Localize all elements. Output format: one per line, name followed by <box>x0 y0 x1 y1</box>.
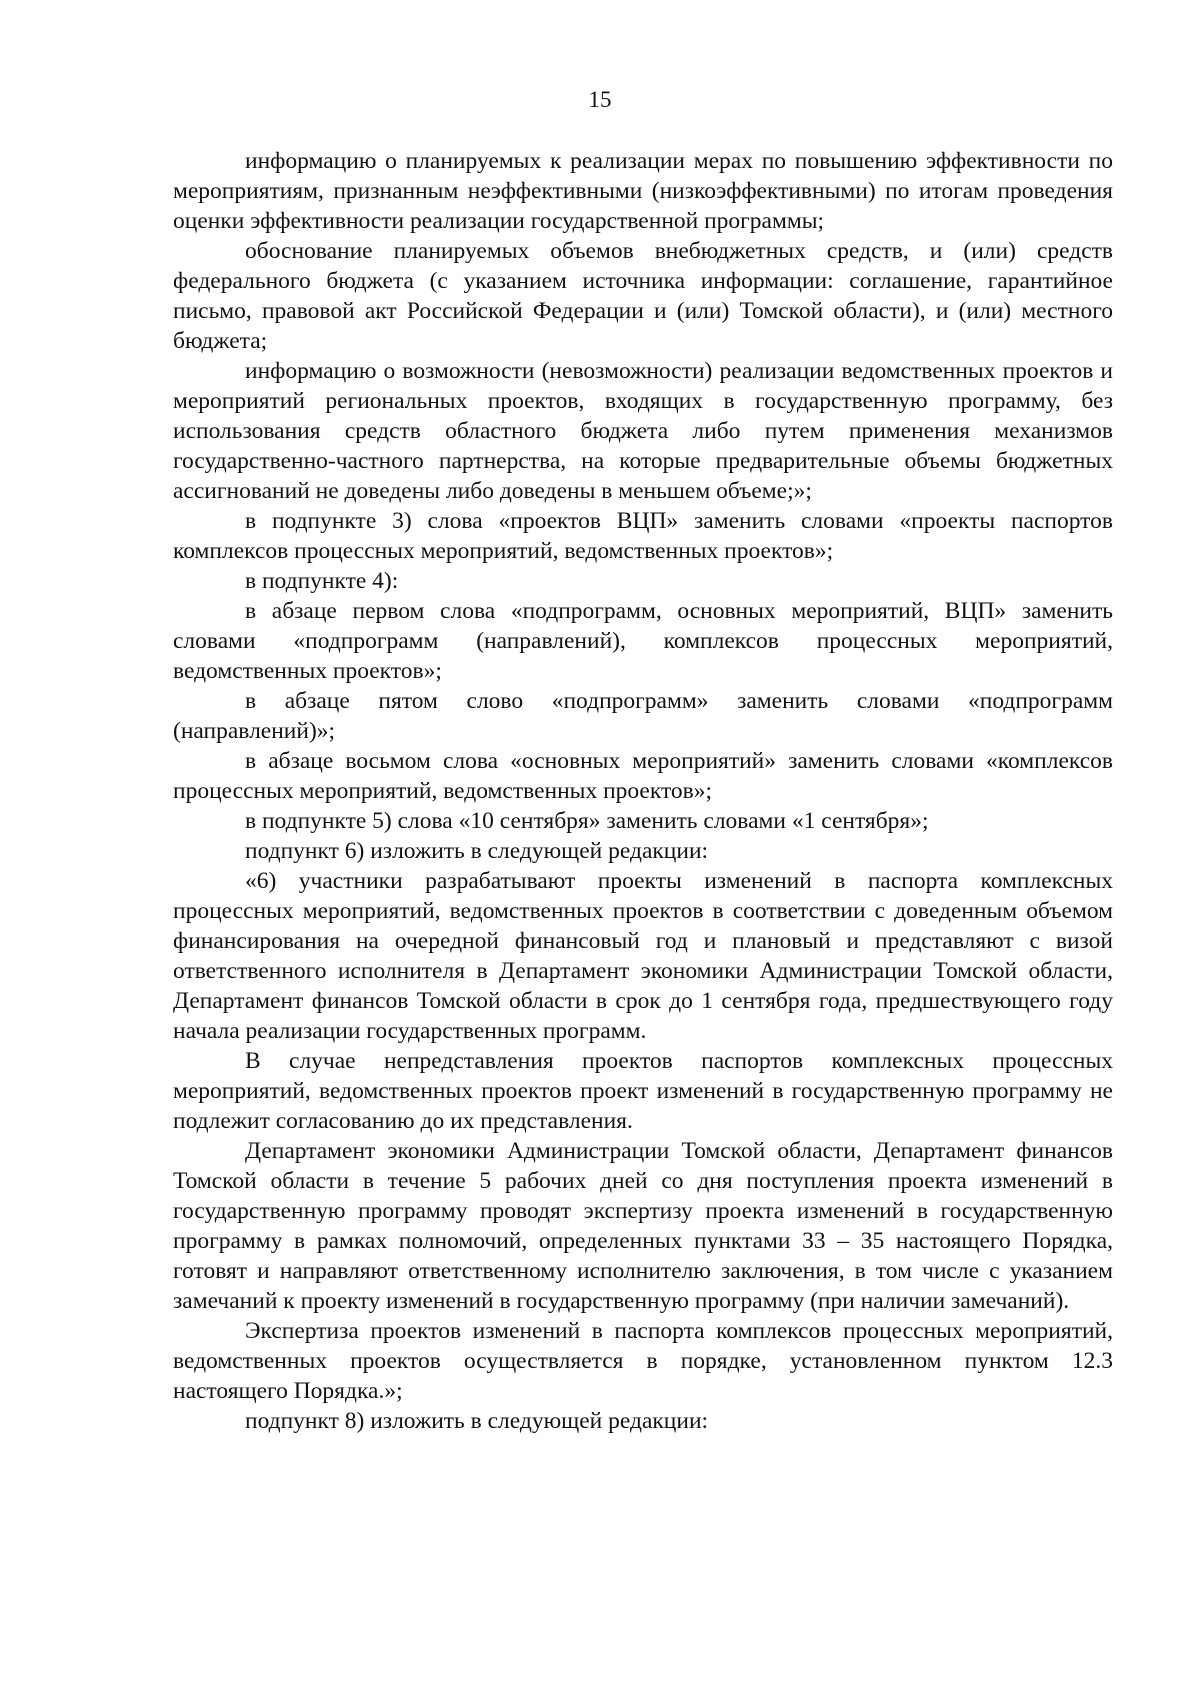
page-number: 15 <box>588 87 612 112</box>
paragraph: Экспертиза проектов изменений в паспорта комплексов процессных мероприятий, ведомственных проектов осуществляется в порядке, установленном пунктом 12.3 настоящего Порядка.»; <box>173 1318 1113 1404</box>
paragraph: в абзаце первом слова «подпрограмм, основных мероприятий, ВЦП» заменить словами «подпрограмм (направлений), комплексов процессных мероприятий, ведомственных проектов»; <box>173 598 1113 684</box>
paragraph: в подпункте 4): <box>245 568 399 594</box>
paragraph: в подпункте 5) слова «10 сентября» заменить словами «1 сентября»; <box>245 808 929 834</box>
paragraph: обоснование планируемых объемов внебюджетных средств, и (или) средств федерального бюджета (с указанием источника информации: соглашение, гарантийное письмо, правовой акт Российской Федерации и (или) Томской области), и (или) местного бюджета; <box>173 238 1113 354</box>
paragraph: В случае непредставления проектов паспортов комплексных процессных мероприятий, ведомственных проектов проект изменений в государственную программу не подлежит согласованию до их представления. <box>173 1048 1113 1134</box>
paragraph: подпункт 6) изложить в следующей редакции: <box>245 838 709 864</box>
paragraph: информацию о возможности (невозможности) реализации ведомственных проектов и мероприятий региональных проектов, входящих в государственную программу, без использования средств областного бюджета либо путем применения механизмов государственно-частного партнерства, на которые предварительные объемы бюджетных ассигнований не доведены либо доведены в меньшем объеме;»; <box>173 358 1113 504</box>
paragraph: «6) участники разрабатывают проекты изменений в паспорта комплексных процессных мероприятий, ведомственных проектов в соответствии с доведенным объемом финансирования на очередной финансовый год и плановый и представляют с визой ответственного исполнителя в Департамент экономики Администрации Томской области, Департамент финансов Томской области в срок до 1 сентября года, предшествующего году начала реализации государственных программ. <box>173 868 1113 1044</box>
paragraph: в абзаце восьмом слова «основных мероприятий» заменить словами «комплексов процессных мероприятий, ведомственных проектов»; <box>173 748 1113 804</box>
paragraph: в абзаце пятом слово «подпрограмм» заменить словами «подпрограмм (направлений)»; <box>173 688 1113 744</box>
paragraph: информацию о планируемых к реализации мерах по повышению эффективности по мероприятиям, признанным неэффективными (низкоэффективными) по итогам проведения оценки эффективности реализации государственной программы; <box>173 148 1113 234</box>
paragraph: в подпункте 3) слова «проектов ВЦП» заменить словами «проекты паспортов комплексов процессных мероприятий, ведомственных проектов»; <box>173 508 1113 564</box>
paragraph: подпункт 8) изложить в следующей редакции: <box>245 1408 709 1434</box>
paragraph: Департамент экономики Администрации Томской области, Департамент финансов Томской области в течение 5 рабочих дней со дня поступления проекта изменений в государственную программу проводят экспертизу проекта изменений в государственную программу в рамках полномочий, определенных пунктами 33 – 35 настоящего Порядка, готовят и направляют ответственному исполнителю заключения, в том числе с указанием замечаний к проекту изменений в государственную программу (при наличии замечаний). <box>173 1138 1113 1314</box>
document-body <box>173 146 1113 1436</box>
